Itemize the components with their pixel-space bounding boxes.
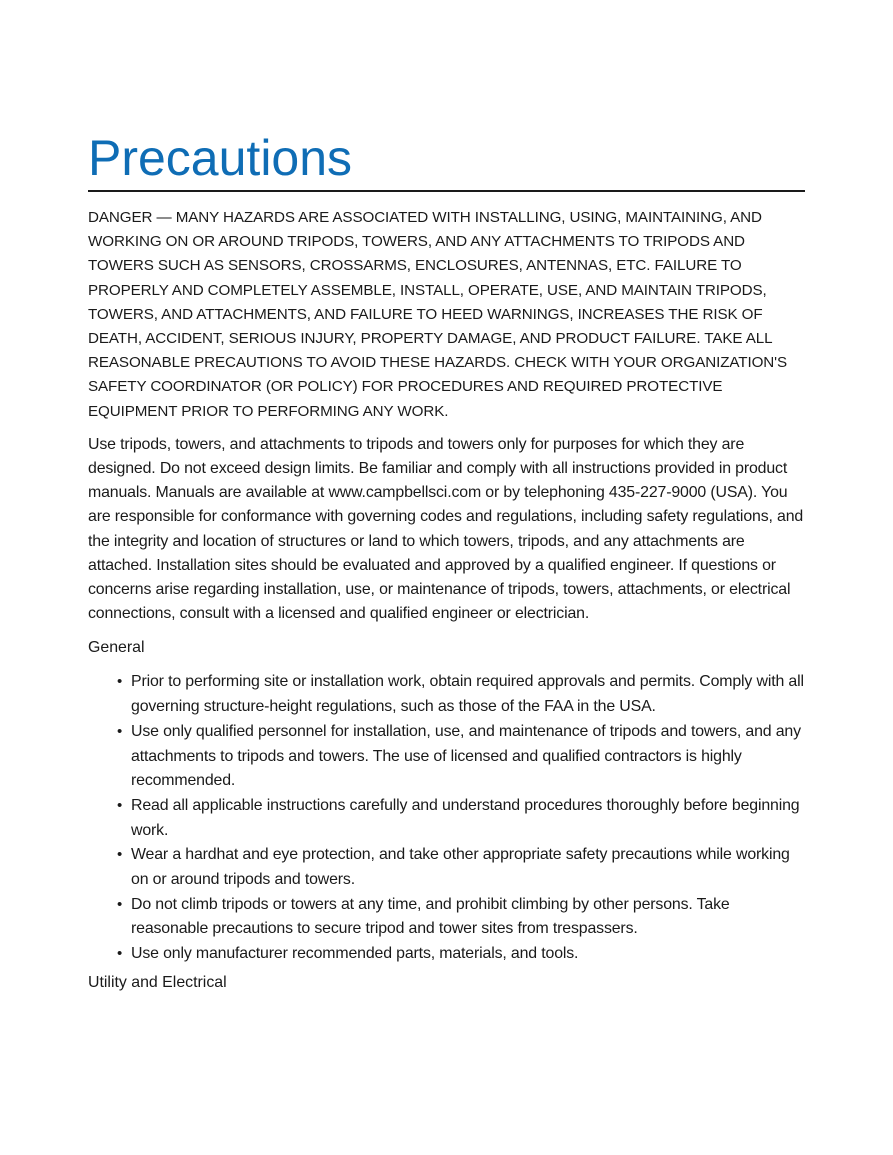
general-heading: General — [88, 639, 145, 657]
general-list — [88, 670, 805, 966]
bullet-icon: • — [117, 796, 123, 814]
list-item — [117, 893, 805, 942]
list-item — [117, 670, 805, 719]
list-item-text: Use only qualified personnel for installation, use, and maintenance of tripods and towers, and any attachments to tripods and towers. The use of licensed and qualified contractors is highly recommended. — [131, 722, 801, 790]
list-item — [117, 843, 805, 892]
list-item — [117, 720, 805, 794]
title-divider — [88, 190, 805, 192]
list-item — [117, 942, 805, 967]
bullet-icon: • — [117, 945, 123, 963]
list-item-text: Read all applicable instructions carefully and understand procedures thoroughly before beginning work. — [131, 796, 800, 839]
list-item-text: Use only manufacturer recommended parts, materials, and tools. — [131, 945, 579, 963]
bullet-icon: • — [117, 895, 123, 913]
list-item-text: Do not climb tripods or towers at any time, and prohibit climbing by other persons. Take reasonable precautions to secure tripod and tower sites from trespassers. — [131, 895, 730, 938]
list-item-text: Prior to performing site or installation work, obtain required approvals and permits. Comply with all governing structure-height regulations, such as those of the FAA in the USA. — [131, 673, 804, 716]
document-page — [88, 128, 805, 1005]
list-item — [117, 794, 805, 843]
bullet-icon: • — [117, 846, 123, 864]
intro-paragraph: Use tripods, towers, and attachments to tripods and towers only for purposes for which they are designed. Do not exceed design limits. Be familiar and comply with all instructions provided in product manuals. Manuals are available at www.campbellsci.com or by telephoning 435-227-9000 (USA). You are responsible for conformance with governing codes and regulations, including safety regulations, and the integrity and location of structures or land to which towers, tripods, and any attachments are attached. Installation sites should be evaluated and approved by a qualified engineer. If questions or concerns arise regarding installation, use, or maintenance of tripods, towers, attachments, or electrical connections, consult with a licensed and qualified engineer or electrician. — [88, 435, 804, 623]
bullet-icon: • — [117, 722, 123, 740]
danger-warning: DANGER — MANY HAZARDS ARE ASSOCIATED WITH INSTALLING, USING, MAINTAINING, AND WORKING ON OR AROUND TRIPODS, TOWERS, AND ANY ATTACHMENTS TO TRIPODS AND TOWERS SUCH AS SENSORS, CROSSARMS, ENCLOSURES, ANTENNAS, ETC. FAILURE TO PROPERLY AND COMPLETELY ASSEMBLE, INSTALL, OPERATE, USE, AND MAINTAIN TRIPODS, TOWERS, AND ATTACHMENTS, AND FAILURE TO HEED WARNINGS, INCREASES THE RISK OF DEATH, ACCIDENT, SERIOUS INJURY, PROPERTY DAMAGE, AND PRODUCT FAILURE. TAKE ALL REASONABLE PRECAUTIONS TO AVOID THESE HAZARDS. CHECK WITH YOUR ORGANIZATION'S SAFETY COORDINATOR (OR POLICY) FOR PROCEDURES AND REQUIRED PROTECTIVE EQUIPMENT PRIOR TO PERFORMING ANY WORK. — [88, 209, 788, 420]
page-title: Precautions — [88, 130, 353, 186]
bullet-icon: • — [117, 673, 123, 691]
list-item-text: Wear a hardhat and eye protection, and take other appropriate safety precautions while working on or around tripods and towers. — [131, 846, 790, 889]
utility-electrical-heading: Utility and Electrical — [88, 973, 227, 991]
